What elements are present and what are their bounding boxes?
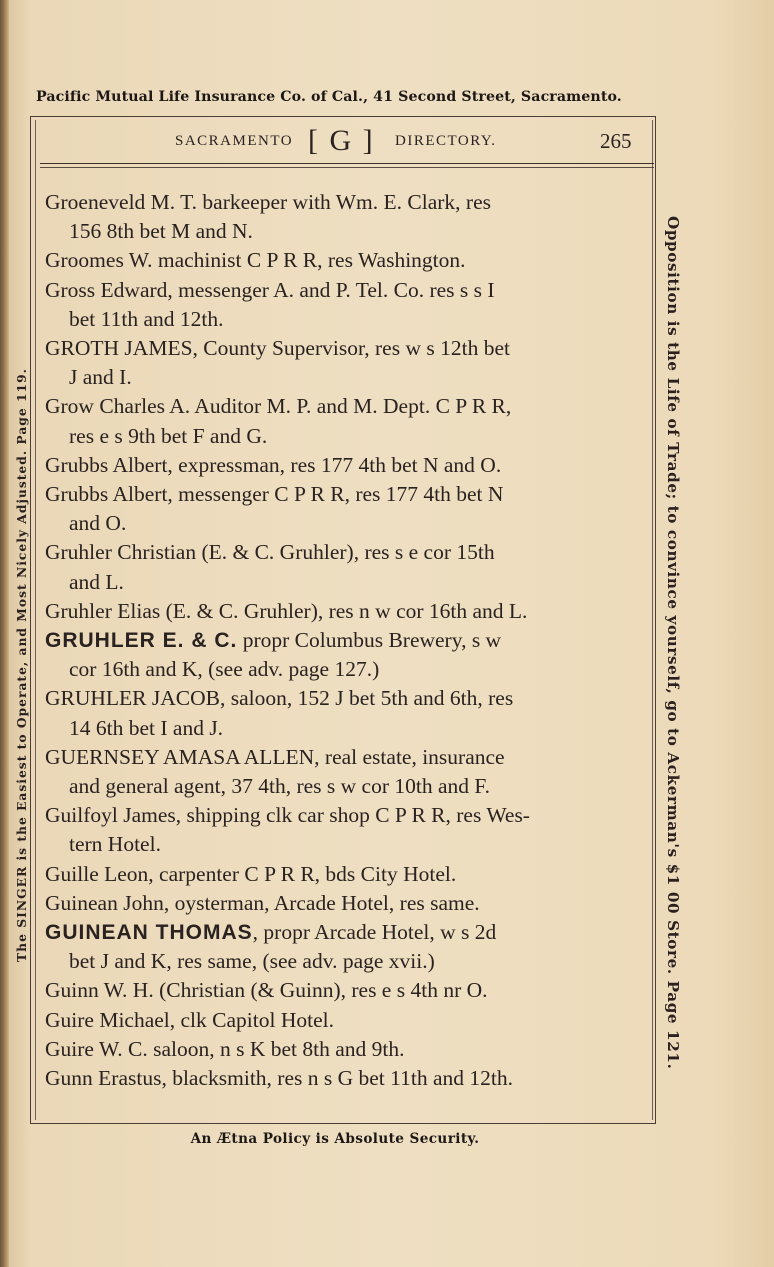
entry-line: Groeneveld M. T. barkeeper with Wm. E. Clark, res — [45, 190, 491, 214]
entry-line: Gruhler Elias (E. & C. Gruhler), res n w cor 16th and L. — [45, 598, 528, 623]
right-margin-text: Opposition is the Life of Trade; to convince yourself, go to Ackerman's $1 00 Store. Page 121. — [664, 216, 682, 1070]
directory-entry — [45, 188, 640, 246]
directory-entry — [45, 976, 640, 1005]
entry-line: Guire W. C. saloon, n s K bet 8th and 9th. — [45, 1036, 405, 1061]
entry-continuation: 14 6th bet I and J. — [69, 715, 224, 740]
entry-line: propr Columbus Brewery, s w — [237, 628, 502, 653]
directory-entry — [45, 801, 640, 859]
running-head — [40, 124, 640, 162]
right-margin-advertisement — [660, 216, 684, 1070]
entry-line: Grubbs Albert, messenger C P R R, res 177 4th bet N — [45, 482, 504, 507]
directory-entry — [45, 597, 640, 626]
directory-entry — [45, 889, 640, 918]
entry-line: Guinean John, oysterman, Arcade Hotel, res same. — [45, 890, 480, 915]
entry-line: Grubbs Albert, expressman, res 177 4th bet N and O. — [45, 452, 502, 477]
entry-continuation: 156 8th bet M and N. — [69, 219, 253, 244]
entry-continuation: and O. — [69, 511, 127, 536]
entry-line: Gunn Erastus, blacksmith, res n s G bet 11th and 12th. — [45, 1066, 513, 1091]
directory-entry-advertiser — [45, 918, 640, 976]
directory-entry-advertiser — [45, 626, 640, 684]
directory-entry — [45, 684, 640, 742]
directory-entry — [45, 1064, 640, 1093]
directory-entry — [45, 392, 640, 450]
directory-entry — [45, 860, 640, 889]
entry-continuation: and L. — [69, 569, 124, 594]
entry-line: Groomes W. machinist C P R R, res Washington. — [45, 248, 466, 273]
entry-line: Grow Charles A. Auditor M. P. and M. Dept. C P R R, — [45, 394, 512, 419]
directory-entries — [45, 188, 640, 1093]
running-head-title: DIRECTORY. — [395, 133, 497, 149]
running-head-letter: [ G ] — [308, 124, 375, 157]
left-margin-advertisement — [12, 262, 32, 962]
entry-line: Gruhler Christian (E. & C. Gruhler), res s e cor 15th — [45, 540, 495, 565]
entry-continuation: cor 16th and K, (see adv. page 127.) — [69, 657, 380, 682]
entry-continuation: J and I. — [69, 365, 132, 390]
directory-entry — [45, 743, 640, 801]
entry-line: , propr Arcade Hotel, w s 2d — [252, 920, 497, 945]
entry-line: Guille Leon, carpenter C P R R, bds City Hotel. — [45, 861, 457, 886]
binding-edge — [0, 0, 9, 1267]
entry-continuation: and general agent, 37 4th, res s w cor 10th and F. — [69, 774, 491, 799]
directory-entry — [45, 246, 640, 275]
header-rule-thin — [40, 167, 654, 168]
bottom-advertisement: An Ætna Policy is Absolute Security. — [190, 1131, 480, 1147]
directory-entry — [45, 451, 640, 480]
entry-line: GROTH JAMES, County Supervisor, res w s 12th bet — [45, 336, 510, 361]
entry-continuation: bet 11th and 12th. — [69, 306, 224, 331]
entry-advertiser-name: GUINEAN THOMAS — [45, 921, 253, 945]
entry-continuation: bet J and K, res same, (see adv. page xvii.) — [69, 949, 435, 974]
directory-entry — [45, 480, 640, 538]
directory-entry — [45, 1006, 640, 1035]
directory-entry — [45, 538, 640, 596]
entry-continuation: res e s 9th bet F and G. — [69, 423, 268, 448]
entry-line: Guinn W. H. (Christian (& Guinn), res e s 4th nr O. — [45, 978, 488, 1003]
running-head-city: SACRAMENTO — [175, 133, 294, 149]
directory-entry — [45, 334, 640, 392]
directory-entry — [45, 1035, 640, 1064]
entry-line: Gross Edward, messenger A. and P. Tel. Co. res s s I — [45, 277, 495, 302]
left-margin-text: The SINGER is the Easiest to Operate, and Most Nicely Adjusted. Page 119. — [14, 368, 29, 962]
directory-entry — [45, 276, 640, 334]
entry-line: GRUHLER JACOB, saloon, 152 J bet 5th and 6th, res — [45, 686, 514, 711]
header-rule — [40, 163, 654, 164]
entry-line: Guire Michael, clk Capitol Hotel. — [45, 1007, 334, 1032]
entry-line: Guilfoyl James, shipping clk car shop C P R R, res Wes- — [45, 803, 530, 828]
entry-advertiser-name: GRUHLER E. & C. — [45, 629, 238, 653]
entry-continuation: tern Hotel. — [69, 832, 161, 857]
top-advertisement: Pacific Mutual Life Insurance Co. of Cal., 41 Second Street, Sacramento. — [36, 89, 622, 105]
page-number: 265 — [600, 129, 632, 153]
entry-line: GUERNSEY AMASA ALLEN, real estate, insurance — [45, 744, 505, 769]
